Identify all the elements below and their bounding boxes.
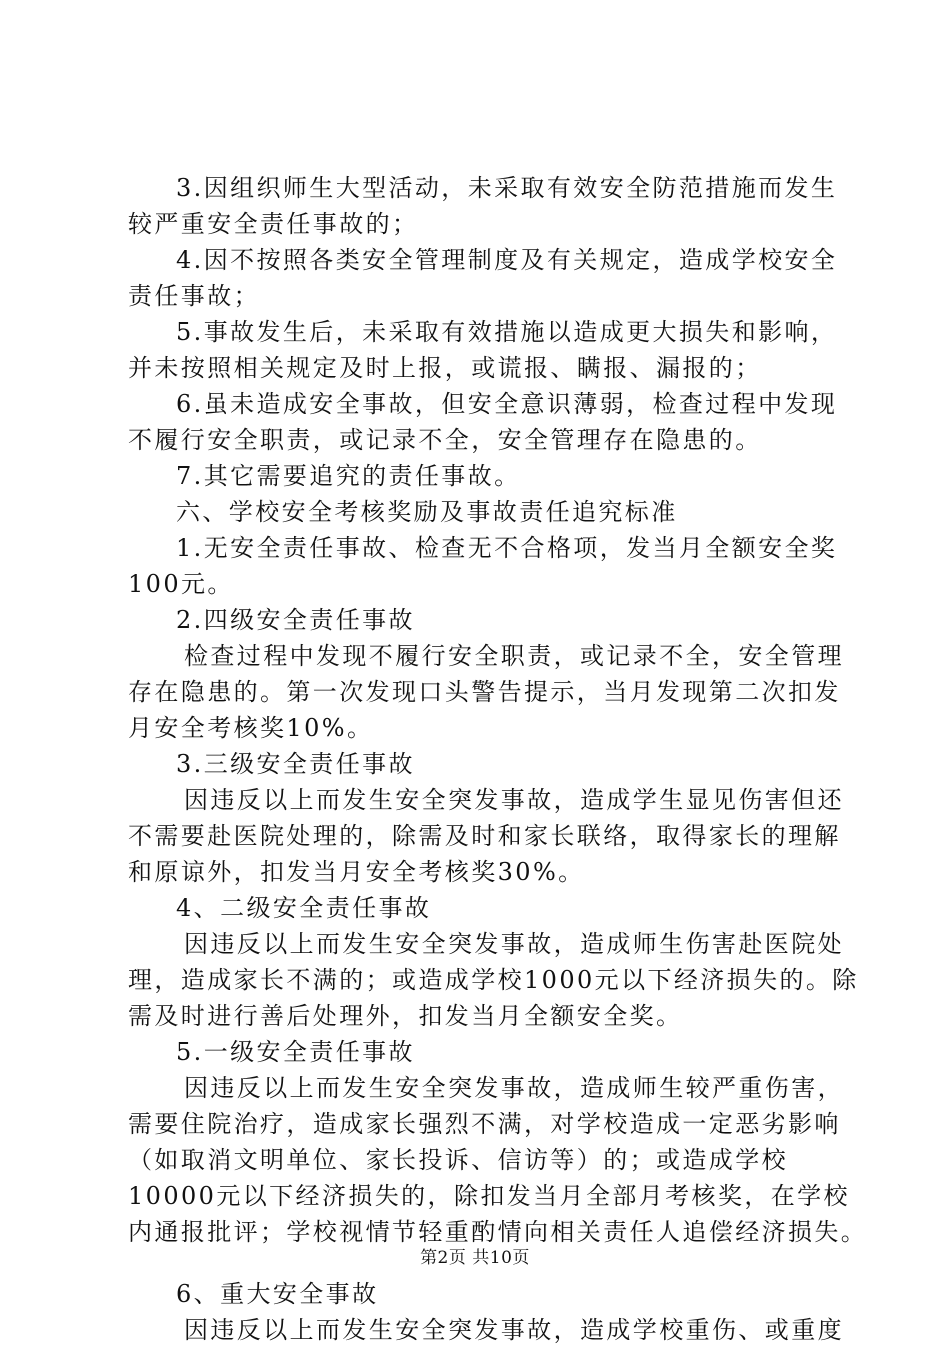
paragraph-line: 因违反以上而发生安全突发事故，造成师生较严重伤害， [184, 1074, 844, 1102]
section-heading: 六、学校安全考核奖励及事故责任追究标准 [176, 498, 678, 526]
paragraph-line: 5.事故发生后，未采取有效措施以造成更大损失和影响， [176, 318, 838, 346]
subsection-heading: 6、重大安全事故 [176, 1280, 379, 1308]
paragraph-line: 因违反以上而发生安全突发事故，造成师生伤害赴医院处 [184, 930, 844, 958]
paragraph-line: （如取消文明单位、家长投诉、信访等）的；或造成学校 [128, 1146, 788, 1174]
paragraph-line: 较严重安全责任事故的； [128, 210, 419, 238]
paragraph-line: 不需要赴医院处理的，除需及时和家长联络，取得家长的理解 [128, 822, 841, 850]
paragraph-line: 6.虽未造成安全事故，但安全意识薄弱，检查过程中发现 [176, 390, 838, 418]
paragraph-line: 存在隐患的。第一次发现口头警告提示，当月发现第二次扣发 [128, 678, 841, 706]
paragraph-line: 10000元以下经济损失的，除扣发当月全部月考核奖，在学校 [128, 1182, 850, 1210]
subsection-heading: 2.四级安全责任事故 [176, 606, 415, 634]
paragraph-line: 1.无安全责任事故、检查无不合格项，发当月全额安全奖 [176, 534, 838, 562]
paragraph-line: 因违反以上而发生安全突发事故，造成学生显见伤害但还 [184, 786, 844, 814]
subsection-heading: 4、二级安全责任事故 [176, 894, 432, 922]
paragraph-line: 并未按照相关规定及时上报，或谎报、瞒报、漏报的； [128, 354, 762, 382]
paragraph-line: 3.因组织师生大型活动，未采取有效安全防范措施而发生 [176, 174, 838, 202]
paragraph-line: 不履行安全职责，或记录不全，安全管理存在隐患的。 [128, 426, 762, 454]
paragraph-line: 理，造成家长不满的；或造成学校1000元以下经济损失的。除 [128, 966, 859, 994]
paragraph-line: 需要住院治疗，造成家长强烈不满，对学校造成一定恶劣影响 [128, 1110, 841, 1138]
paragraph-line: 100元。 [128, 570, 234, 598]
paragraph-line: 需及时进行善后处理外，扣发当月全额安全奖。 [128, 1002, 683, 1030]
document-body [128, 170, 868, 1348]
page-number-footer: 第2页 共10页 [420, 1248, 530, 1268]
paragraph-line: 责任事故； [128, 282, 260, 310]
paragraph-line: 和原谅外，扣发当月安全考核奖30%。 [128, 858, 585, 886]
paragraph-line: 7.其它需要追究的责任事故。 [176, 462, 521, 490]
paragraph-line: 4.因不按照各类安全管理制度及有关规定，造成学校安全 [176, 246, 838, 274]
paragraph-line: 内通报批评；学校视情节轻重酌情向相关责任人追偿经济损失。 [128, 1218, 868, 1246]
paragraph-line: 月安全考核奖10%。 [128, 714, 374, 742]
subsection-heading: 5.一级安全责任事故 [176, 1038, 415, 1066]
subsection-heading: 3.三级安全责任事故 [176, 750, 415, 778]
paragraph-line: 因违反以上而发生安全突发事故，造成学校重伤、或重度 [184, 1316, 844, 1344]
paragraph-line: 检查过程中发现不履行安全职责，或记录不全，安全管理 [184, 642, 844, 670]
